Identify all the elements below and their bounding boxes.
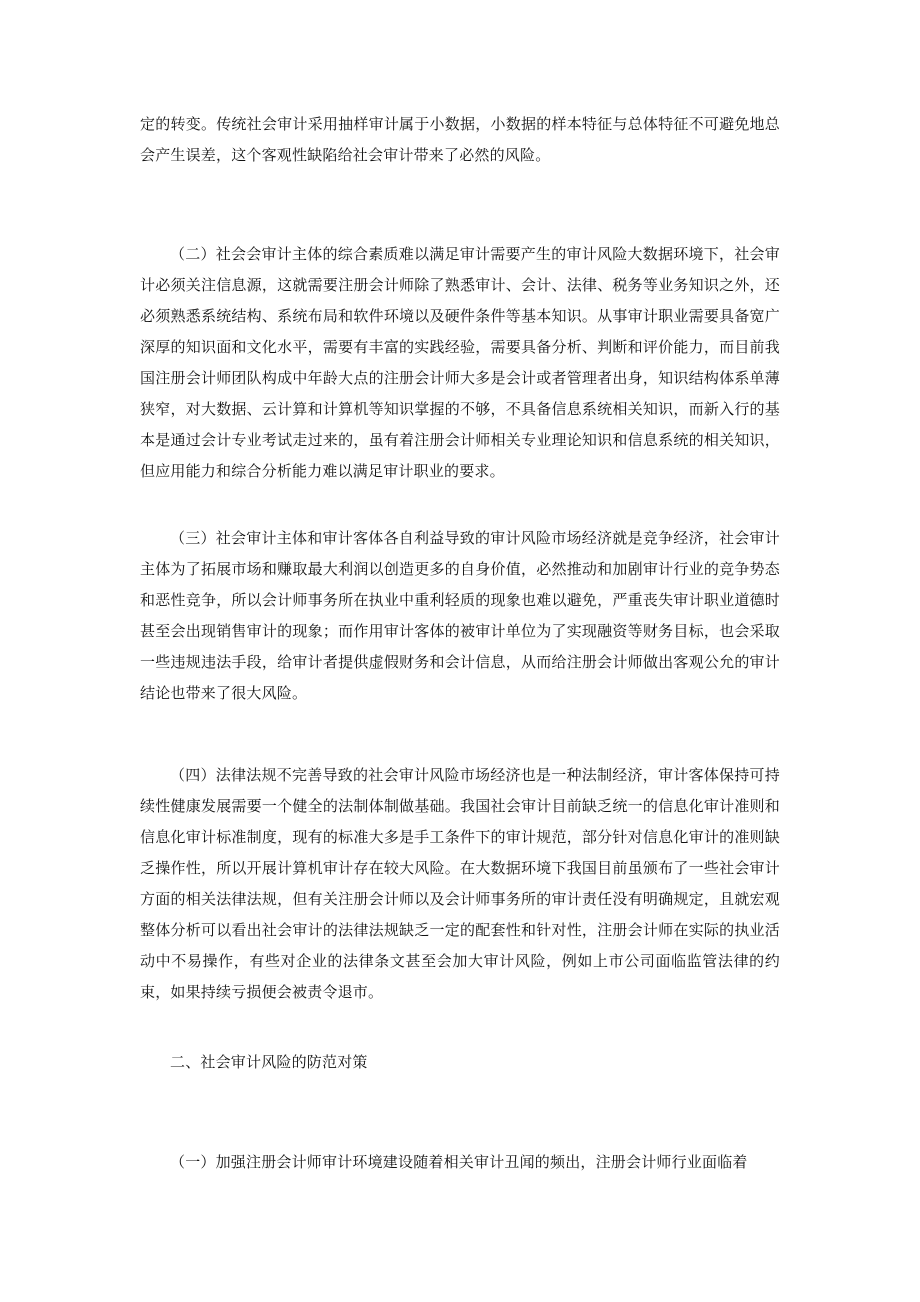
paragraph-section-4: （四）法律法规不完善导致的社会审计风险市场经济也是一种法制经济，审计客体保持可持续性健康发展需要一个健全的法制体制做基础。我国社会审计目前缺乏统一的信息化审计准则和信息化审计标准制度，现有的标准大多是手工条件下的审计规范，部分针对信息化审计的准则缺乏操作性，所以开展计算机审计存在较大风险。在大数据环境下我国目前虽颁布了一些社会审计方面的相关法律法规，但有关注册会计师以及会计师事务所的审计责任没有明确规定，且就宏观整体分析可以看出社会审计的法律法规缺乏一定的配套性和针对性，注册会计师在实际的执业活动中不易操作，有些对企业的法律条文甚至会加大审计风险，例如上市公司面临监管法律的约束，如果持续亏损便会被责令退市。 <box>140 766 780 1001</box>
section-heading: 二、社会审计风险的防范对策 <box>170 1053 368 1071</box>
paragraph-section-2: （二）社会会审计主体的综合素质难以满足审计需要产生的审计风险大数据环境下，社会审计必须关注信息源，这就需要注册会计师除了熟悉审计、会计、法律、税务等业务知识之外，还必须熟悉系统结构、系统布局和软件环境以及硬件条件等基本知识。从事审计职业需要具备宽广深厚的知识面和文化水平，需要有丰富的实践经验，需要具备分析、判断和评价能力，而目前我国注册会计师团队构成中年龄大点的注册会计师大多是会计或者管理者出身，知识结构体系单薄狭窄，对大数据、云计算和计算机等知识掌握的不够，不具备信息系统相关知识，而新入行的基本是通过会计专业考试走过来的，虽有着注册会计师相关专业理论知识和信息系统的相关知识，但应用能力和综合分析能力难以满足审计职业的要求。 <box>140 245 780 480</box>
paragraph-subsection-1: （一）加强注册会计师审计环境建设随着相关审计丑闻的频出，注册会计师行业面临着 <box>170 1153 748 1171</box>
paragraph-continuation: 定的转变。传统社会审计采用抽样审计属于小数据，小数据的样本特征与总体特征不可避免地总会产生误差，这个客观性缺陷给社会审计带来了必然的风险。 <box>140 115 780 164</box>
paragraph-section-3: （三）社会审计主体和审计客体各自利益导致的审计风险市场经济就是竞争经济，社会审计主体为了拓展市场和赚取最大利润以创造更多的自身价值，必然推动和加剧审计行业的竞争势态和恶性竞争，所以会计师事务所在执业中重利轻质的现象也难以避免，严重丧失审计职业道德时甚至会出现销售审计的现象；而作用审计客体的被审计单位为了实现融资等财务目标，也会采取一些违规违法手段，给审计者提供虚假财务和会计信息，从而给注册会计师做出客观公允的审计结论也带来了很大风险。 <box>140 529 780 702</box>
